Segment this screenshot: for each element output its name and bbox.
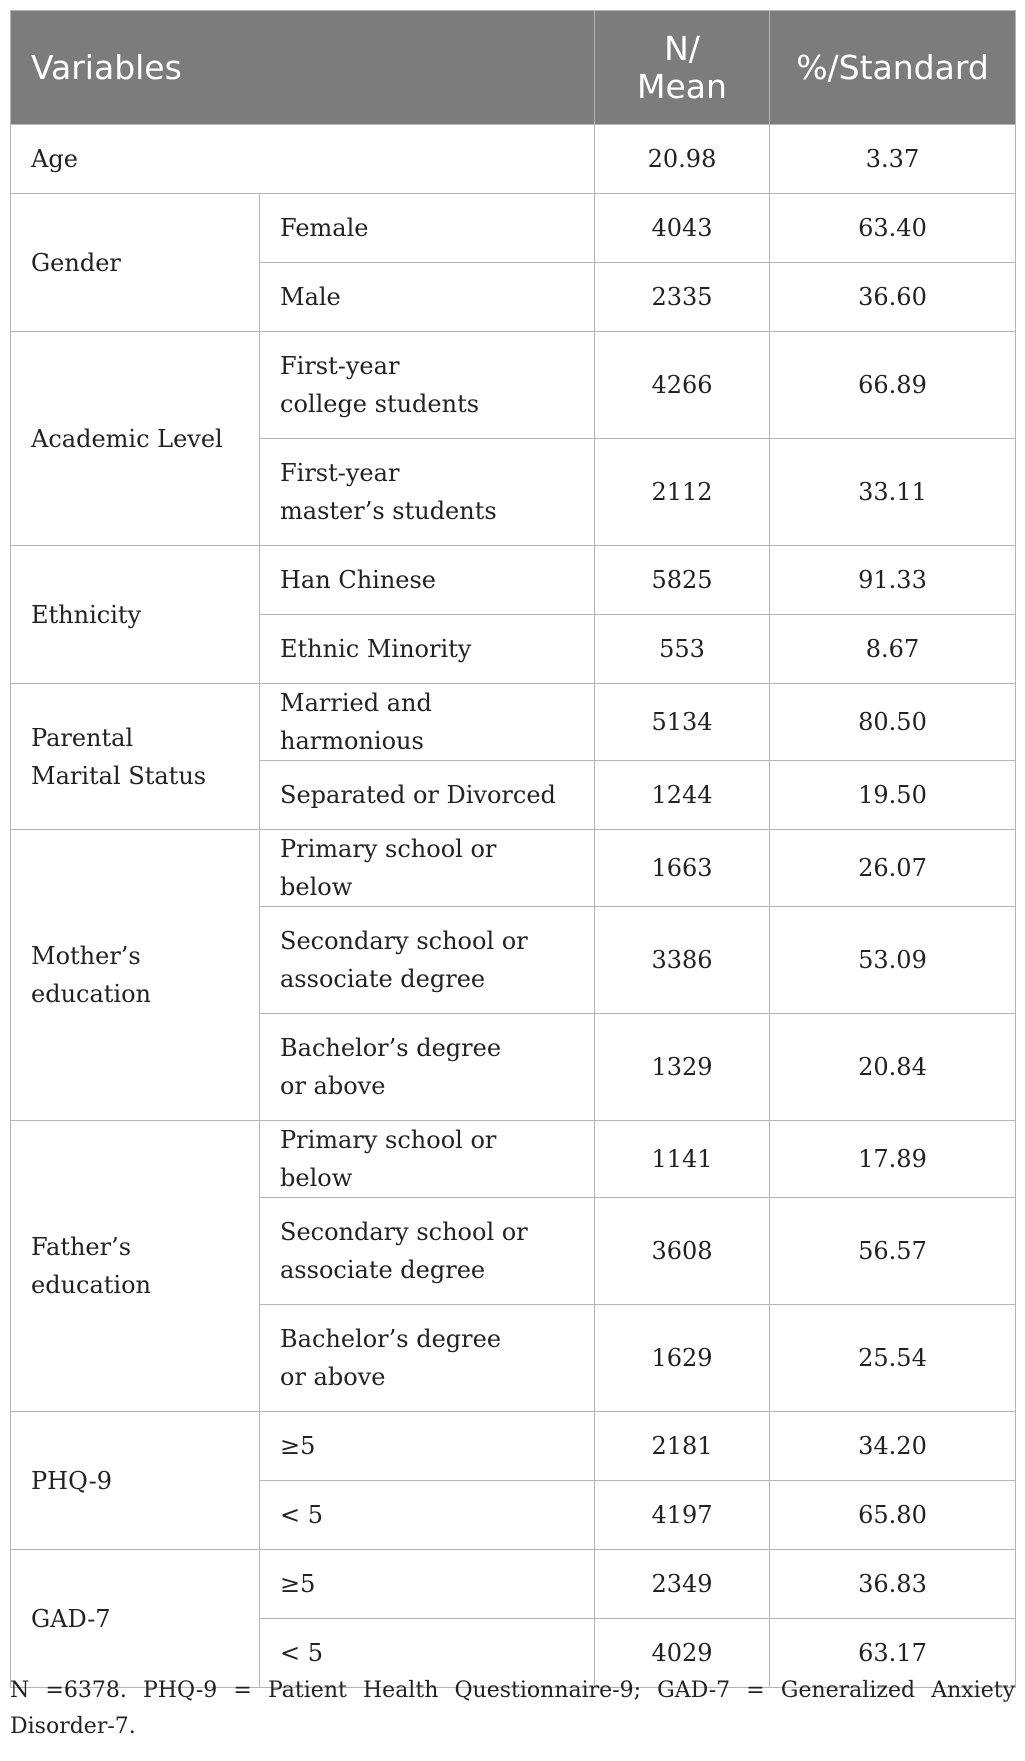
sub-label: First-year master’s students (260, 439, 595, 546)
sub-label: Bachelor’s degree or above (260, 1014, 595, 1121)
cell-pct: 33.11 (770, 439, 1016, 546)
sub-label: Male (260, 263, 595, 332)
cell-n: 4029 (595, 1619, 770, 1688)
cell-pct: 36.83 (770, 1550, 1016, 1619)
sub-label: ≥5 (260, 1550, 595, 1619)
cell-pct: 63.17 (770, 1619, 1016, 1688)
cell-pct: 8.67 (770, 615, 1016, 684)
cell-n: 1244 (595, 761, 770, 830)
group-label-ethnicity: Ethnicity (11, 546, 260, 684)
header-n-mean: N/ Mean (595, 11, 770, 125)
cell-pct: 63.40 (770, 194, 1016, 263)
group-label-phq9: PHQ-9 (11, 1412, 260, 1550)
cell-n: 2349 (595, 1550, 770, 1619)
cell-n: 1141 (595, 1121, 770, 1198)
cell-n: 4266 (595, 332, 770, 439)
sub-label: Secondary school or associate degree (260, 1198, 595, 1305)
cell-pct: 25.54 (770, 1305, 1016, 1412)
cell-pct: 26.07 (770, 830, 1016, 907)
cell-pct: 17.89 (770, 1121, 1016, 1198)
cell-pct: 34.20 (770, 1412, 1016, 1481)
cell-pct: 80.50 (770, 684, 1016, 761)
table-row (11, 332, 1016, 439)
table-row (11, 1412, 1016, 1481)
cell-n: 4043 (595, 194, 770, 263)
sub-label: Female (260, 194, 595, 263)
table-row (11, 546, 1016, 615)
cell-n: 2335 (595, 263, 770, 332)
cell-pct: 66.89 (770, 332, 1016, 439)
cell-n: 4197 (595, 1481, 770, 1550)
sub-label: First-year college students (260, 332, 595, 439)
cell-n: 1329 (595, 1014, 770, 1121)
table-row (11, 684, 1016, 761)
header-variables: Variables (11, 11, 595, 125)
table-row (11, 830, 1016, 907)
cell-n: 20.98 (595, 125, 770, 194)
demographics-table (10, 10, 1016, 1688)
cell-n: 5134 (595, 684, 770, 761)
cell-pct: 19.50 (770, 761, 1016, 830)
group-label-fathers-education: Father’s education (11, 1121, 260, 1412)
group-label-gender: Gender (11, 194, 260, 332)
cell-n: 3386 (595, 907, 770, 1014)
table-row (11, 1550, 1016, 1619)
table-row (11, 194, 1016, 263)
cell-pct: 3.37 (770, 125, 1016, 194)
table-row (11, 1121, 1016, 1198)
cell-n: 2181 (595, 1412, 770, 1481)
sub-label: Married and harmonious (260, 684, 595, 761)
group-label-gad7: GAD-7 (11, 1550, 260, 1688)
table-row (11, 125, 1016, 194)
row-label-age: Age (11, 125, 595, 194)
cell-pct: 53.09 (770, 907, 1016, 1014)
cell-n: 1629 (595, 1305, 770, 1412)
sub-label: Han Chinese (260, 546, 595, 615)
header-percent-standard: %/Standard (770, 11, 1016, 125)
cell-n: 3608 (595, 1198, 770, 1305)
group-label-academic-level: Academic Level (11, 332, 260, 546)
sub-label: Separated or Divorced (260, 761, 595, 830)
sub-label: Ethnic Minority (260, 615, 595, 684)
group-label-parental-marital-status: Parental Marital Status (11, 684, 260, 830)
cell-pct: 65.80 (770, 1481, 1016, 1550)
sub-label: Primary school or below (260, 1121, 595, 1198)
sub-label: Bachelor’s degree or above (260, 1305, 595, 1412)
cell-n: 2112 (595, 439, 770, 546)
cell-pct: 20.84 (770, 1014, 1016, 1121)
header-row (11, 11, 1016, 125)
group-label-mothers-education: Mother’s education (11, 830, 260, 1121)
sub-label: Secondary school or associate degree (260, 907, 595, 1014)
cell-pct: 36.60 (770, 263, 1016, 332)
table-container (10, 10, 1015, 1688)
sub-label: Primary school or below (260, 830, 595, 907)
sub-label: < 5 (260, 1619, 595, 1688)
cell-pct: 91.33 (770, 546, 1016, 615)
cell-pct: 56.57 (770, 1198, 1016, 1305)
cell-n: 1663 (595, 830, 770, 907)
sub-label: < 5 (260, 1481, 595, 1550)
table-footnote: N =6378. PHQ-9 = Patient Health Questionnaire-9; GAD-7 = Generalized Anxiety Disorder-7. (10, 1678, 1015, 1739)
sub-label: ≥5 (260, 1412, 595, 1481)
cell-n: 553 (595, 615, 770, 684)
cell-n: 5825 (595, 546, 770, 615)
